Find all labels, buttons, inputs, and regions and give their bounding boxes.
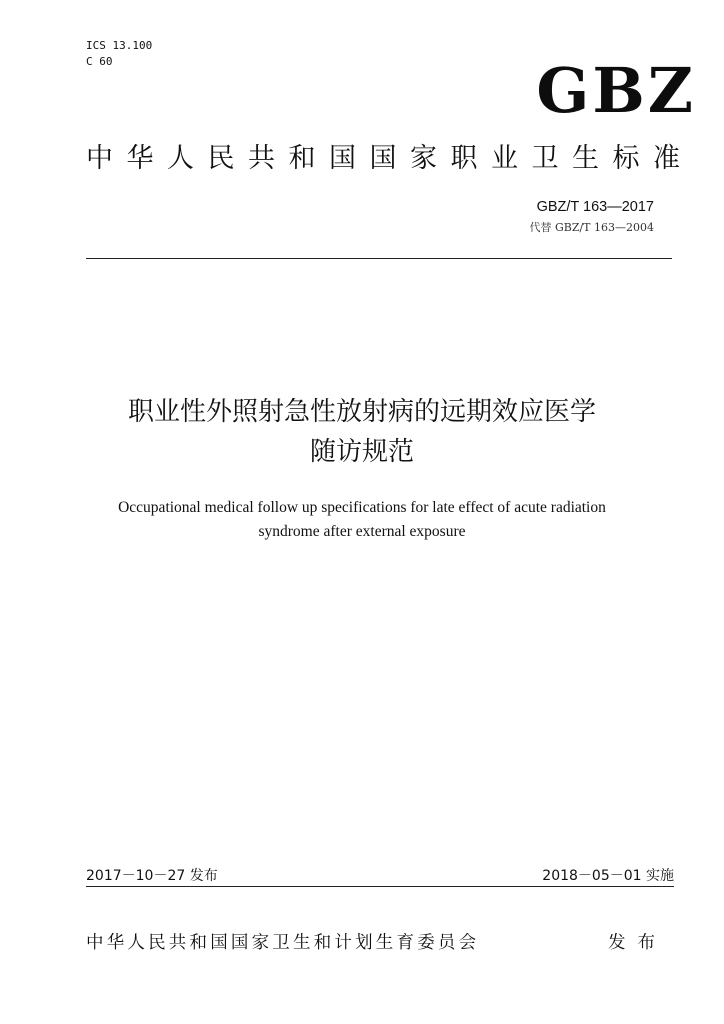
document-title-en <box>40 496 684 544</box>
implementation-date: 2018－05－01 实施 <box>542 868 674 884</box>
issue-date: 2017－10－27 发布 <box>86 868 218 884</box>
footer-divider <box>86 886 674 887</box>
ccs-code: C 60 <box>86 55 113 68</box>
title-zh-line-2: 随访规范 <box>309 437 414 467</box>
document-title-zh <box>40 392 684 472</box>
title-zh-line-1: 职业性外照射急性放射病的远期效应医学 <box>127 397 596 427</box>
ics-code: ICS 13.100 <box>86 39 153 52</box>
publisher-name: 中华人民共和国国家卫生和计划生育委员会 <box>86 933 480 953</box>
title-en-line-1: Occupational medical follow up specifications for late effect of acute radiation <box>118 499 606 516</box>
replaced-standard: 代替 GBZ/T 163—2004 <box>529 221 654 234</box>
publish-label: 发布 <box>608 933 667 953</box>
standard-category: 中华人民共和国国家职业卫生标准 <box>86 143 694 174</box>
header-divider <box>86 258 672 259</box>
classification-codes <box>86 38 152 70</box>
title-en-line-2: syndrome after external exposure <box>258 523 466 540</box>
gbz-logo: GBZ <box>536 54 696 127</box>
standard-number: GBZ/T 163—2017 <box>536 199 654 215</box>
